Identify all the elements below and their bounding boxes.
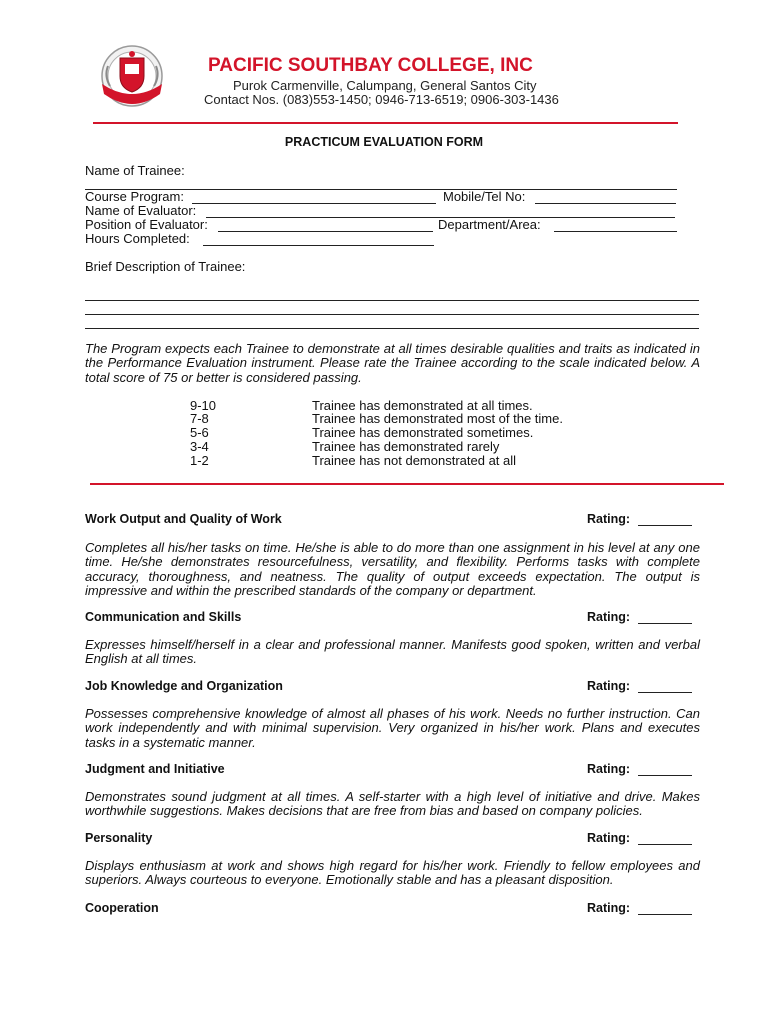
college-name: PACIFIC SOUTHBAY COLLEGE, INC — [208, 55, 533, 76]
course-program-label: Course Program: — [85, 189, 184, 204]
department-area-field[interactable] — [554, 231, 677, 232]
rating-field-cooperation[interactable] — [638, 914, 692, 915]
position-of-evaluator-field[interactable] — [218, 231, 433, 232]
scale-range: 9-10 — [190, 398, 217, 413]
section-title-cooperation: Cooperation — [85, 901, 159, 915]
section-description-job-knowledge: Possesses comprehensive knowledge of almost all phases of his work. Needs no further instruction. Can work independently and with minimal supervision. Very organized in his/her work. Plans and executes tasks in a systematic manner. — [85, 706, 700, 750]
scale-range: 7-8 — [190, 411, 209, 426]
evaluation-instructions: The Program expects each Trainee to demonstrate at all times desirable qualities and traits as indicated in the Performance Evaluation instrument. Please rate the Trainee according to the scale indicated below. A total score of 75 or better is considered passing. — [85, 341, 700, 385]
rating-label: Rating: — [587, 901, 631, 915]
rating-field-job-knowledge[interactable] — [638, 692, 692, 693]
rating-field-judgment[interactable] — [638, 775, 692, 776]
rating-field-work-output[interactable] — [638, 525, 692, 526]
name-of-evaluator-label: Name of Evaluator: — [85, 203, 197, 218]
college-address: Purok Carmenville, Calumpang, General Santos City — [233, 78, 537, 93]
scale-description: Trainee has demonstrated at all times. — [312, 398, 533, 413]
scale-description: Trainee has not demonstrated at all — [312, 453, 517, 468]
rating-label: Rating: — [587, 831, 631, 845]
name-of-trainee-label: Name of Trainee: — [85, 163, 185, 178]
scale-description: Trainee has demonstrated sometimes. — [312, 425, 534, 440]
scale-description: Trainee has demonstrated most of the time. — [312, 411, 563, 426]
section-title-communication: Communication and Skills — [85, 610, 242, 624]
scale-range: 1-2 — [190, 453, 209, 468]
section-description-judgment: Demonstrates sound judgment at all times. A self-starter with a high level of initiative and drive. Makes worthwhile suggestions. Makes decisions that are free from bias and based on company policies. — [85, 789, 700, 819]
course-program-field[interactable] — [192, 203, 436, 204]
brief-description-line-2[interactable] — [85, 314, 699, 315]
rating-field-personality[interactable] — [638, 844, 692, 845]
section-divider — [90, 483, 724, 485]
college-seal-logo — [94, 44, 170, 112]
brief-description-label: Brief Description of Trainee: — [85, 259, 246, 274]
rating-label: Rating: — [587, 512, 631, 526]
hours-completed-field[interactable] — [203, 245, 434, 246]
section-title-judgment: Judgment and Initiative — [85, 762, 225, 776]
section-title-work-output: Work Output and Quality of Work — [85, 512, 282, 526]
rating-label: Rating: — [587, 679, 631, 693]
mobile-tel-label: Mobile/Tel No: — [443, 189, 526, 204]
section-title-job-knowledge: Job Knowledge and Organization — [85, 679, 283, 693]
scale-range: 5-6 — [190, 425, 209, 440]
rating-label: Rating: — [587, 762, 631, 776]
brief-description-line-1[interactable] — [85, 300, 699, 301]
section-description-personality: Displays enthusiasm at work and shows high regard for his/her work. Friendly to fellow employees and superiors. Always courteous to everyone. Emotionally stable and has a pleasant disposition. — [85, 858, 700, 888]
hours-completed-label: Hours Completed: — [85, 231, 190, 246]
section-description-work-output: Completes all his/her tasks on time. He/she is able to do more than one assignment in his level at any one time. He/she demonstrates resourcefulness, versatility, and flexibility. Performs tasks with complete accuracy, thoroughness, and neatness. The quality of output exceeds expectation. The output is impressive and within the prescribed standards of the company or department. — [85, 540, 700, 599]
brief-description-line-3[interactable] — [85, 328, 699, 329]
rating-field-communication[interactable] — [638, 623, 692, 624]
scale-range: 3-4 — [190, 439, 209, 454]
scale-description: Trainee has demonstrated rarely — [312, 439, 500, 454]
college-contact: Contact Nos. (083)553-1450; 0946-713-6519; 0906-303-1436 — [204, 92, 559, 107]
section-description-communication: Expresses himself/herself in a clear and professional manner. Manifests good spoken, written and verbal English at all times. — [85, 637, 700, 667]
section-title-personality: Personality — [85, 831, 153, 845]
department-area-label: Department/Area: — [438, 217, 541, 232]
rating-label: Rating: — [587, 610, 631, 624]
position-of-evaluator-label: Position of Evaluator: — [85, 217, 208, 232]
mobile-tel-field[interactable] — [535, 203, 676, 204]
header-divider — [93, 122, 678, 124]
form-title: PRACTICUM EVALUATION FORM — [284, 135, 484, 149]
